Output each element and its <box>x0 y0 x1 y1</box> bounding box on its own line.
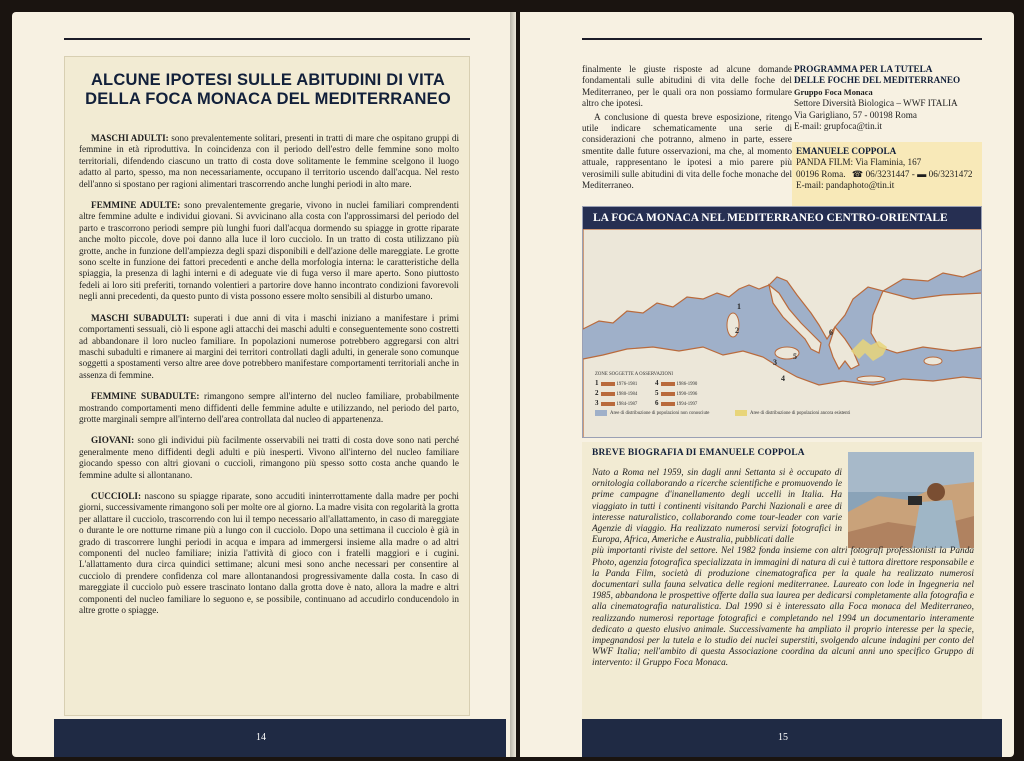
map-marker: 2 <box>735 326 739 335</box>
legend-num: 4 <box>655 379 659 387</box>
contact-city: 00196 Roma. <box>796 168 846 179</box>
map-marker: 3 <box>773 358 777 367</box>
bio-title: BREVE BIOGRAFIA DI EMANUELE COPPOLA <box>592 448 805 458</box>
legend-item <box>595 390 637 398</box>
contact-line: Via Garigliano, 57 - 00198 Roma <box>794 109 917 120</box>
section-giovani <box>79 435 459 481</box>
contact-wwf <box>794 64 974 132</box>
section-lead: FEMMINE ADULTE: <box>91 200 181 211</box>
contact-org: Gruppo Foca Monaca <box>794 87 873 97</box>
legend-swatch <box>661 402 675 406</box>
left-page <box>12 12 516 757</box>
bio-text-narrow: Nato a Roma nel 1959, sin dagli anni Settanta si è occupato di ornitologia collaborando a ricerche scientifiche e promuovendo le prime campagne d'inanellamento degli uccelli in Italia. Ha viaggiato in tutti i continenti visitando Parchi Nazionali e aree di interesse naturalistico, collaborando come tour-leader con varie Agenzie di viaggio. Ha realizzato numerosi servizi fotografici in Europa, Africa, Americhe e Australia, pubblicati dalle <box>592 468 842 546</box>
legend-num: 2 <box>595 389 599 397</box>
contact-email: E-mail: grupfoca@tin.it <box>794 121 883 132</box>
contact-fax: 06/3231472 <box>928 168 973 179</box>
footer-bar <box>582 719 1002 757</box>
map-island-cyprus <box>924 357 942 365</box>
legend-num: 3 <box>595 399 599 407</box>
legend-swatch <box>601 392 615 396</box>
section-text: sono prevalentemente gregarie, vivono in nuclei familiari comprendenti altre femmine adulte e individui giovani. Si avvicinano alla costa con l'approssimarsi del periodo del parto e trascorrono periodi sempre più lunghi fuori dall'acqua dormendo su spiagge in grotte riparate anche molto piccole, dove poi danno alla luce il loro cucciolo. In un tratto di costa utilizzano più grotte, anche in funzione dell'ampiezza degli spazi disponibili e dell'azione delle mareggiate. Le grotte sono scelte in funzione dei fattori precedenti e anche della morfologia interna: le caratteristiche della spiaggia, la presenza di laghi interni e di adeguate vie di fuga verso il mare aperto. Sono piuttosto fedeli ai loro siti preferiti, tornando volentieri a partorire dove hanno incontrato condizioni favorevoli negli anni precedenti, da questo punto di vista possono essere molto sensibili al disturbo umano. <box>79 200 459 302</box>
contact-line: PANDA FILM: Via Flaminia, 167 <box>796 157 922 168</box>
legend-num: 1 <box>595 379 599 387</box>
page-number: 14 <box>256 732 266 743</box>
article-body <box>79 133 459 626</box>
section-femmine-subadulte <box>79 391 459 425</box>
legend-item <box>655 380 697 388</box>
section-lead: FEMMINE SUBADULTE: <box>91 391 200 402</box>
legend-item <box>655 390 697 398</box>
article-box <box>64 56 470 716</box>
contact-line: Settore Diversità Biologica – WWF ITALIA <box>794 98 958 109</box>
article-title-line1: ALCUNE IPOTESI SULLE ABITUDINI DI VITA <box>90 71 446 89</box>
bio-text-full: più importanti riviste del settore. Nel 1982 fonda insieme con altri fotografi professionisti la Panda Photo, agenzia fotografica specializzata in immagini di natura di cui è tuttora direttore responsabile e la Panda Film, società di produzione cinematografica per la quale ha realizzato numerosi documentari sulla fauna selvatica delle regioni mediterranee. Laureato con lode in Ingegneria nel 1985, abbandona le prospettive offerte dalla sua laurea per dedicarsi completamente alla fotografia e alla cinematografia naturalistica. Dal 1990 si è interessato alla Foca monaca del Mediterraneo, realizzando numerosi reportage fotografici e completando nel 1994 un documentario interamente dedicato a questo elusivo animale. Successivamente ha ampliato il proprio interesse per la specie, impegnandosi per la tutela e lo studio dei nuclei superstiti, svolgendo alcune indagini per conto del WWF Italia; nell'ambito di questa Associazione coordina da alcuni anni uno specifico Gruppo di intervento: il Gruppo Foca Monaca. <box>592 546 974 669</box>
right-page <box>520 12 1014 757</box>
page-number: 15 <box>778 732 788 743</box>
section-maschi-subadulti <box>79 313 459 381</box>
article-title-line2: DELLA FOCA MONACA DEL MEDITERRANEO <box>85 90 451 108</box>
section-lead: MASCHI SUBADULTI: <box>91 312 190 323</box>
map-marker: 1 <box>737 302 741 311</box>
footer-bar <box>54 719 506 757</box>
legend-area-known <box>595 410 715 417</box>
section-lead: CUCCIOLI: <box>91 490 142 501</box>
contact-heading: DELLE FOCHE DEL MEDITERRANEO <box>794 75 961 86</box>
fax-icon: ▬ <box>917 168 927 179</box>
legend-label: 1986-1990 <box>676 382 698 387</box>
bio-text <box>592 468 974 670</box>
legend-swatch <box>735 410 747 416</box>
section-text: nascono su spiagge riparate, sono accuditi ininterrottamente dalla madre per pochi giorni, successivamente rimangono soli per molte ore al giorno. La madre visita con regolarità la grotta per allattare il cucciolo, trascorrendo con lui il tempo necessario all'allattamento, in caso di mareggiate o durante le ore notturne rimane più a lungo con il cucciolo. Dopo una settimana il cucciolo è già in grado di trascorrere lunghi periodi in acqua e impara ad immergersi insieme alla madre o ad altri componenti del nucleo familiare; inizia l'attività di gioco con i fratelli maggiori e i cugini. L'allattamento dura circa quindici settimane; alcuni mesi sono anche necessari per consentire al cucciolo di prendere confidenza col mare allontanandosi progressivamente dalla costa. In caso di mareggiate il cucciolo può essere trascinato lontano dalla grotta dove è nato, allora la madre e altri componenti del nucleo familiare lo seguono e, se possibile, continuano ad accudirlo conducendolo in altre grotte o spiagge. <box>79 490 459 616</box>
section-text: superati i due anni di vita i maschi iniziano a manifestare i primi comportamenti sessuali, ciò li espone agli attacchi dei maschi adulti e conseguentemente sono costretti ad abbandonare il loro nucleo familiare. In popolazioni numerose potrebbero aggregarsi con altri maschi subadulti e rimanere ai margini dei territori controllati dagli adulti, in generale sono comunque soggetti a spostamenti verso altre aree dove potrebbero manifestare comportamenti territoriali anche in assenza di femmine. <box>79 312 459 380</box>
intro-paragraph: finalmente le giuste risposte ad alcune domande fondamentali sulle abitudini di vita delle foche del Mediterraneo, per le quali ora non possiamo formulare altro che ipotesi. <box>582 64 792 109</box>
section-text: sono gli individui più facilmente osservabili nei tratti di costa dove sono nati perché generalmente meno diffidenti degli adulti e più inesperti. Vivono all'interno del nucleo familiare giocando spesso con altri giovani o cuccioli, rimangono più spesso sotto costa anche quando le femmine adulte si allontanano. <box>79 435 459 480</box>
section-text: sono prevalentemente solitari, presenti in tratti di mare che ospitano gruppi di femmine in età riproduttiva. In coincidenza con il periodo dell'estro delle femmine sono molto territoriali, difendendo ciascuno un tratto di costa dove solitamente le femmine scelgono il luogo adatto al parto, spesso, ma non necessariamente, occupano il territorio uscendo dall'acqua. Nel resto dell'anno si spostano per ragioni alimentari trascorrendo anche lunghi periodi in alto mare. <box>79 133 460 189</box>
legend-label: 1980-1984 <box>616 392 638 397</box>
map-marker: 4 <box>781 374 785 383</box>
legend-swatch <box>595 410 607 416</box>
legend-label: Aree di distribuzione di popolazioni ancora esistenti <box>750 411 851 417</box>
intro-column <box>582 64 792 193</box>
legend-label: 1984-1987 <box>616 402 638 407</box>
legend-swatch <box>601 402 615 406</box>
top-rule <box>582 38 982 40</box>
legend-area-existing <box>735 410 855 417</box>
section-lead: MASCHI ADULTI: <box>91 133 169 143</box>
legend-label: Aree di distribuzione di popolazioni non conosciute <box>610 411 710 417</box>
section-cuccioli <box>79 491 459 616</box>
map-island-crete <box>857 376 885 382</box>
article-title <box>79 71 457 109</box>
legend-swatch <box>661 382 675 386</box>
legend-label: 1994-1997 <box>676 402 698 407</box>
section-lead: GIOVANI: <box>91 435 135 446</box>
contact-email: E-mail: pandaphoto@tin.it <box>796 180 895 191</box>
map-land-turkey <box>871 291 982 353</box>
intro-paragraph: A conclusione di questa breve esposizione, ritengo utile indicare schematicamente una serie di considerazioni che potranno, almeno in parte, essere smentite dalle future osservazioni, ma che, al momento attuale, rappresentano le ipotesi a mio parere più verosimili sulle abitudini di vita delle foche monache del Mediterraneo. <box>582 111 792 191</box>
mediterranean-map <box>583 229 982 438</box>
legend-title: ZONE SOGGETTE A OSSERVAZIONI <box>595 372 674 377</box>
contact-phone: 06/3231447 - <box>865 168 915 179</box>
legend-label: 1990-1996 <box>676 392 698 397</box>
phone-icon: ☎ <box>851 168 864 179</box>
map-marker: 6 <box>829 328 833 337</box>
legend-swatch <box>601 382 615 386</box>
map-figure <box>582 206 982 438</box>
section-text: rimangono sempre all'interno del nucleo familiare, probabilmente mostrando comportamenti meno diffidenti delle femmine adulte e utilizzando, nel periodo del parto, grotte marginali sempre all'interno dell'area controllata dal nucleo di appartenenza. <box>79 391 459 424</box>
map-title: LA FOCA MONACA NEL MEDITERRANEO CENTRO-ORIENTALE <box>583 207 982 229</box>
contact-heading: EMANUELE COPPOLA <box>796 146 897 156</box>
map-marker: 5 <box>793 352 797 361</box>
legend-swatch <box>661 392 675 396</box>
legend-num: 6 <box>655 399 659 407</box>
contact-heading: PROGRAMMA PER LA TUTELA <box>794 64 933 74</box>
biography-box <box>582 442 982 722</box>
section-maschi-adulti <box>79 133 459 190</box>
section-femmine-adulte <box>79 200 459 303</box>
contact-coppola <box>792 142 982 206</box>
legend-item <box>655 400 697 408</box>
top-rule <box>64 38 470 40</box>
legend-item <box>595 380 637 388</box>
legend-num: 5 <box>655 389 659 397</box>
legend-item <box>595 400 637 408</box>
contact-phone-line <box>796 169 978 180</box>
legend-label: 1976-1981 <box>616 382 638 387</box>
